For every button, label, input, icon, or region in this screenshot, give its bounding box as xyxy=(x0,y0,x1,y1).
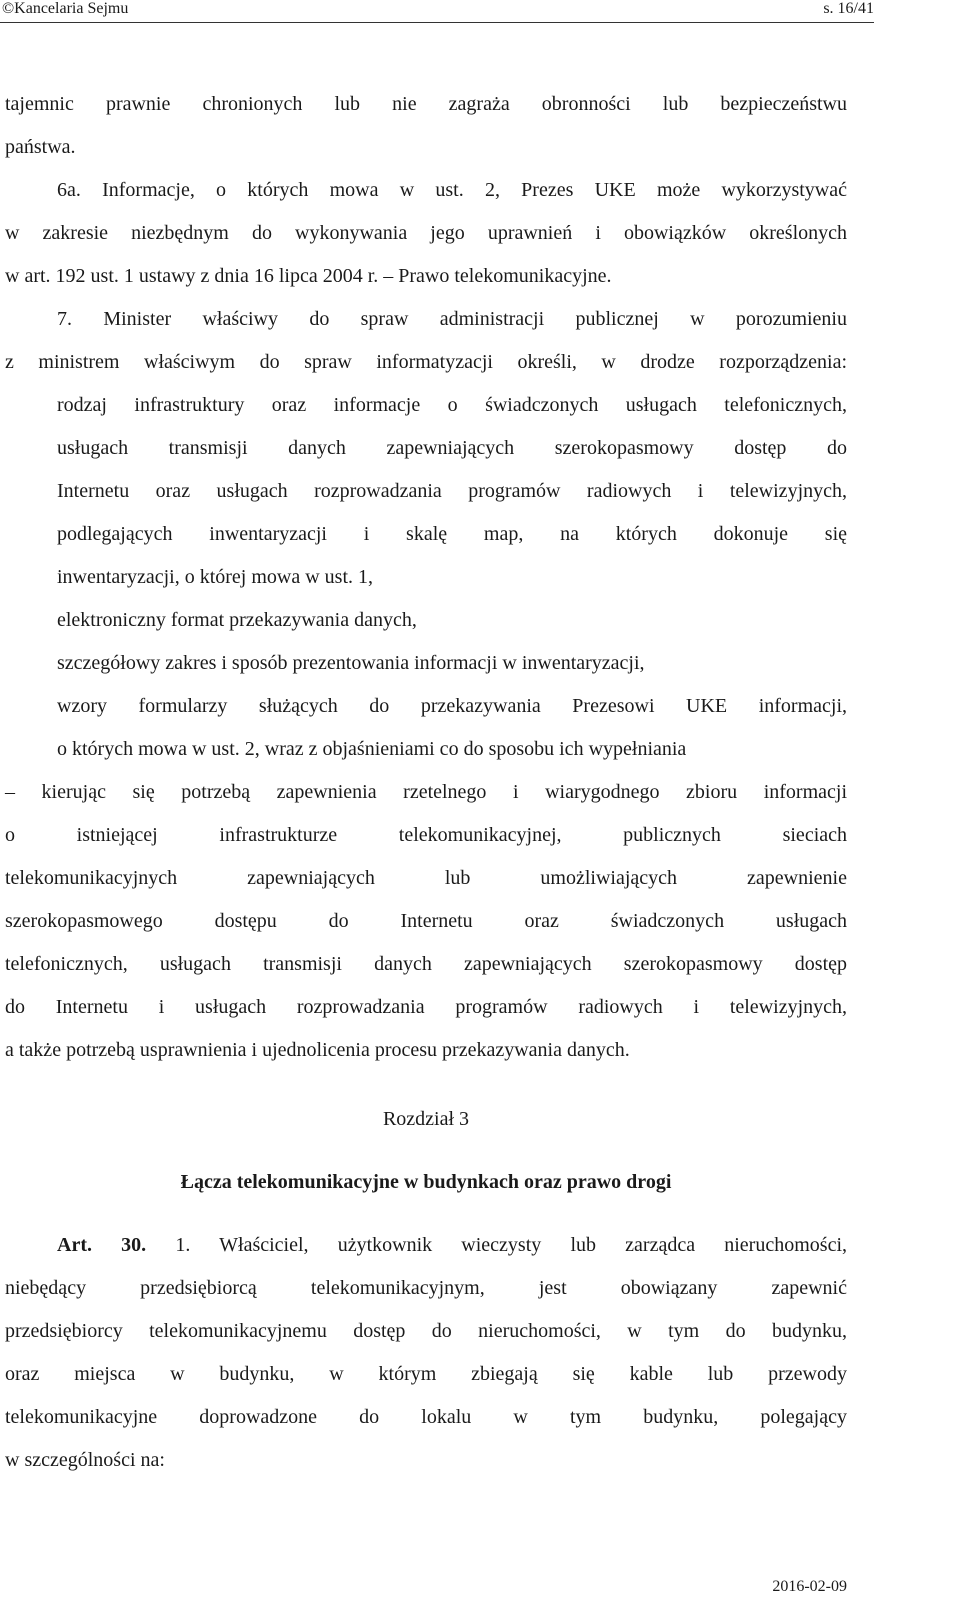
document-date: 2016-02-09 xyxy=(772,1578,847,1595)
text-line: przedsiębiorcy telekomunikacyjnemu dostęp do nieruchomości, w tym do budynku, xyxy=(5,1320,847,1342)
text-line: niebędący przedsiębiorcą telekomunikacyjnym, jest obowiązany zapewnić xyxy=(5,1277,847,1299)
paragraph-6a-start: 6a. Informacje, o których mowa w ust. 2, Prezes UKE może wykorzystywać xyxy=(57,179,847,201)
text-line: telefonicznych, usługach transmisji danych zapewniających szerokopasmowy dostęp xyxy=(5,953,847,975)
list-item-1-cont: usługach transmisji danych zapewniających szerokopasmowy dostęp do xyxy=(57,437,847,459)
list-item-1-cont: inwentaryzacji, o której mowa w ust. 1, xyxy=(57,566,374,588)
text-line: telekomunikacyjne doprowadzone do lokalu w tym budynku, polegający xyxy=(5,1406,847,1428)
text-line: do Internetu i usługach rozprowadzania programów radiowych i telewizyjnych, xyxy=(5,996,847,1018)
list-number xyxy=(5,385,57,425)
chapter-title: Łącza telekomunikacyjne w budynkach oraz prawo drogi xyxy=(180,1171,672,1193)
list-item-2: elektroniczny format przekazywania danych, xyxy=(5,600,847,643)
article-label: Art. 30. xyxy=(57,1234,147,1256)
page-header xyxy=(0,0,874,28)
header-rule xyxy=(0,22,874,23)
text-line: w art. 192 ust. 1 ustawy z dnia 16 lipca 2004 r. – Prawo telekomunikacyjne. xyxy=(5,265,612,287)
header-source: ©Kancelaria Sejmu xyxy=(2,0,129,17)
list-item-1-cont: podlegających inwentaryzacji i skalę map, na których dokonuje się xyxy=(57,523,847,545)
text-line: w zakresie niezbędnym do wykonywania jego uprawnień i obowiązków określonych xyxy=(5,222,847,244)
document-body xyxy=(5,84,847,1483)
text-line: z ministrem właściwym do spraw informatyzacji określi, w drodze rozporządzenia: xyxy=(5,351,847,373)
list-item-4: wzory formularzy służących do przekazywania Prezesowi UKE informacji, xyxy=(5,686,847,729)
article-30-start: Art. 30. 1. Właściciel, użytkownik wieczysty lub zarządca nieruchomości, xyxy=(57,1234,847,1256)
list-number xyxy=(5,600,57,640)
chapter-heading: Rozdział 3 xyxy=(382,1108,470,1130)
text-line: w szczególności na: xyxy=(5,1449,165,1471)
list-item-1-cont: Internetu oraz usługach rozprowadzania programów radiowych i telewizyjnych, xyxy=(57,480,847,502)
text-line: telekomunikacyjnych zapewniających lub umożliwiających zapewnienie xyxy=(5,867,847,889)
text-line: państwa. xyxy=(5,136,76,158)
list-item-4-cont: o których mowa w ust. 2, wraz z objaśnieniami co do sposobu ich wypełniania xyxy=(57,738,687,760)
list-number xyxy=(5,686,57,726)
text-line: tajemnic prawnie chronionych lub nie zagraża obronności lub bezpieczeństwu xyxy=(5,93,847,115)
page-number: s. 16/41 xyxy=(823,0,874,17)
text-line: szerokopasmowego dostępu do Internetu oraz świadczonych usługach xyxy=(5,910,847,932)
text-line: oraz miejsca w budynku, w którym zbiegają się kable lub przewody xyxy=(5,1363,847,1385)
list-number xyxy=(5,643,57,683)
text-line: – kierując się potrzebą zapewnienia rzetelnego i wiarygodnego zbioru informacji xyxy=(5,781,847,803)
text-line: o istniejącej infrastrukturze telekomunikacyjnej, publicznych sieciach xyxy=(5,824,847,846)
paragraph-7-start: 7. Minister właściwy do spraw administracji publicznej w porozumieniu xyxy=(57,308,847,330)
text-line: a także potrzebą usprawnienia i ujednolicenia procesu przekazywania danych. xyxy=(5,1039,630,1061)
list-item-3: szczegółowy zakres i sposób prezentowania informacji w inwentaryzacji, xyxy=(5,643,847,686)
list-item-1: rodzaj infrastruktury oraz informacje o świadczonych usługach telefonicznych, xyxy=(5,385,847,428)
